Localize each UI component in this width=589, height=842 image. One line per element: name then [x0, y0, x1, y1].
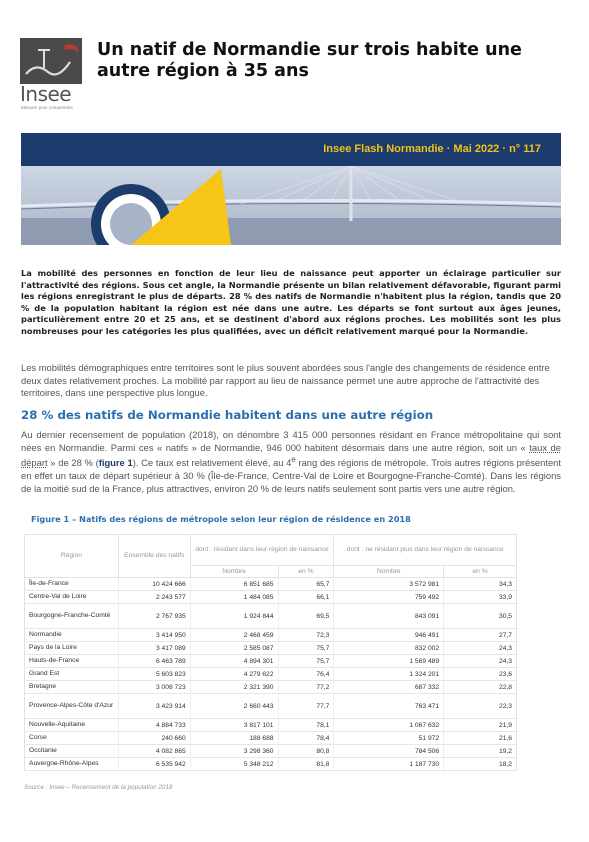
cell-n2: 1 569 489 [334, 655, 444, 668]
insee-wordmark: Insee [20, 82, 72, 106]
table-row [25, 578, 517, 591]
cell-p2: 21,9 [444, 719, 517, 732]
cell-total: 2 767 935 [118, 604, 190, 629]
header-group-departed: dont : ne résidant plus dans leur région de naissance [334, 535, 517, 566]
insee-tagline: Mesurer pour comprendre [21, 105, 74, 110]
header-nombre-2: Nombre [334, 566, 444, 578]
abstract: La mobilité des personnes en fonction de leur lieu de naissance peut apporter un éclairage particulier sur l'attractivité des régions. Sous cet angle, la Normandie présente un bilan relativement défavorable, figurant parmi les régions enregistrant le plus de départs. 28 % des natifs de Normandie n'habitent plus la région, tandis que 20 % de la population habitant la région est née dans une autre. Les départs se font surtout aux âges jeunes, particulièrement entre 20 et 25 ans, et se destinent d'abord aux régions proches. Les mobilités sont les plus nombreuses pour les catégories les plus qualifiées, avec un déficit relativement marqué pour la Normandie. [21, 268, 561, 336]
cell-n2: 687 332 [334, 681, 444, 694]
insee-logo [20, 38, 82, 110]
cell-n2: 1 324 201 [334, 668, 444, 681]
cell-p2: 18,2 [444, 758, 517, 771]
cell-region: Occitanie [25, 745, 119, 758]
cell-total: 240 660 [118, 732, 190, 745]
cell-n2: 832 002 [334, 642, 444, 655]
natives-table [24, 534, 517, 771]
cell-total: 2 243 577 [118, 591, 190, 604]
insee-logo-icon [20, 38, 82, 84]
cell-total: 3 417 089 [118, 642, 190, 655]
bridge-photo [21, 166, 561, 245]
cell-n1: 1 924 844 [190, 604, 278, 629]
cell-p1: 78,4 [278, 732, 334, 745]
banner-bar [21, 133, 561, 166]
cell-n1: 6 851 685 [190, 578, 278, 591]
cell-n1: 2 660 443 [190, 694, 278, 719]
table-row [25, 591, 517, 604]
cell-p2: 19,2 [444, 745, 517, 758]
cell-n2: 763 471 [334, 694, 444, 719]
table-row [25, 758, 517, 771]
cell-p1: 78,1 [278, 719, 334, 732]
table-row [25, 694, 517, 719]
cell-p2: 34,3 [444, 578, 517, 591]
cell-p1: 75,7 [278, 655, 334, 668]
cell-p2: 22,3 [444, 694, 517, 719]
cell-p2: 33,9 [444, 591, 517, 604]
table-row [25, 745, 517, 758]
header-nombre-1: Nombre [190, 566, 278, 578]
cell-region: Pays de la Loire [25, 642, 119, 655]
cell-n1: 2 321 390 [190, 681, 278, 694]
ordinal-suffix: e [291, 455, 296, 465]
table-row [25, 642, 517, 655]
cell-p2: 30,5 [444, 604, 517, 629]
publication-label: Insee Flash Normandie · Mai 2022 · n° 117 [323, 143, 541, 155]
cell-total: 6 535 942 [118, 758, 190, 771]
cell-p2: 22,8 [444, 681, 517, 694]
cell-p1: 69,5 [278, 604, 334, 629]
cell-region: Hauts-de-France [25, 655, 119, 668]
cell-n1: 1 484 085 [190, 591, 278, 604]
cell-n2: 843 091 [334, 604, 444, 629]
cell-n2: 759 492 [334, 591, 444, 604]
cell-p2: 27,7 [444, 629, 517, 642]
cell-total: 4 082 865 [118, 745, 190, 758]
body-text-3: ). Ce taux est relativement élevé, au 4 [132, 457, 292, 469]
cell-p1: 81,8 [278, 758, 334, 771]
cell-p2: 23,6 [444, 668, 517, 681]
cell-n2: 3 572 981 [334, 578, 444, 591]
cell-n1: 3 298 360 [190, 745, 278, 758]
cell-p1: 65,7 [278, 578, 334, 591]
cell-region: Bourgogne-Franche-Comté [25, 604, 119, 629]
cell-p2: 24,3 [444, 655, 517, 668]
intro-paragraph: Les mobilités démographiques entre territoires sont le plus souvent abordées sous l'angle des changements de résidence entre deux dates relativement proches. La mobilité par rapport au lieu de naissance permet une autre approche de l'attractivité des territoires, dans une perspective plus longue. [21, 362, 550, 399]
cell-total: 6 463 789 [118, 655, 190, 668]
cell-p1: 77,7 [278, 694, 334, 719]
source-note: Source : Insee – Recensement de la population 2018 [24, 784, 173, 791]
cell-p2: 24,3 [444, 642, 517, 655]
table-row [25, 732, 517, 745]
cell-n1: 4 894 301 [190, 655, 278, 668]
cell-p1: 80,8 [278, 745, 334, 758]
cell-n1: 4 279 622 [190, 668, 278, 681]
cell-region: Corse [25, 732, 119, 745]
figure-title: Figure 1 – Natifs des régions de métropole selon leur région de résidence en 2018 [31, 514, 411, 524]
body-text-2: » de 28 % ( [47, 457, 99, 469]
cell-p1: 76,4 [278, 668, 334, 681]
table-row [25, 629, 517, 642]
table-row [25, 681, 517, 694]
cell-n2: 51 972 [334, 732, 444, 745]
cell-n2: 784 506 [334, 745, 444, 758]
table-row [25, 719, 517, 732]
cell-region: Provence-Alpes-Côte d'Azur [25, 694, 119, 719]
cell-n1: 2 585 087 [190, 642, 278, 655]
header-pct-1: en % [278, 566, 334, 578]
figure-1-link[interactable]: figure 1 [98, 457, 133, 469]
cell-region: Bretagne [25, 681, 119, 694]
cell-total: 3 008 723 [118, 681, 190, 694]
cell-n1: 5 348 212 [190, 758, 278, 771]
table-row [25, 668, 517, 681]
cell-total: 3 423 914 [118, 694, 190, 719]
cell-p1: 77,2 [278, 681, 334, 694]
table-row [25, 604, 517, 629]
cell-n2: 946 491 [334, 629, 444, 642]
table-body [25, 578, 517, 771]
table-row [25, 655, 517, 668]
header-region: Région [25, 535, 119, 578]
cell-p2: 21,6 [444, 732, 517, 745]
cell-total: 3 414 950 [118, 629, 190, 642]
cell-p1: 75,7 [278, 642, 334, 655]
body-text-1: Au dernier recensement de population (2018), on dénombre 3 415 000 personnes résidant en France métropolitaine qui sont nées en Normandie. Parmi ces « natifs » de Normandie, 946 000 habitent désormais dans une autre région, soit un « [21, 429, 561, 453]
header-group-resident: dont : résidant dans leur région de naissance [190, 535, 334, 566]
cell-region: Nouvelle-Aquitaine [25, 719, 119, 732]
cell-region: Auvergne-Rhône-Alpes [25, 758, 119, 771]
taux-de-depart-link[interactable]: taux de départ [21, 441, 561, 469]
section-title: 28 % des natifs de Normandie habitent dans une autre région [21, 408, 434, 422]
cell-n2: 1 187 730 [334, 758, 444, 771]
cell-n2: 1 067 632 [334, 719, 444, 732]
cell-total: 10 424 666 [118, 578, 190, 591]
cell-total: 4 884 733 [118, 719, 190, 732]
header-total: Ensemble des natifs [118, 535, 190, 578]
cell-total: 5 603 823 [118, 668, 190, 681]
cell-region: Grand Est [25, 668, 119, 681]
cell-region: Centre-Val de Loire [25, 591, 119, 604]
body-paragraph [21, 429, 561, 495]
cell-p1: 72,3 [278, 629, 334, 642]
cell-n1: 188 688 [190, 732, 278, 745]
cell-n1: 3 817 101 [190, 719, 278, 732]
header-pct-2: en % [444, 566, 517, 578]
publication-banner [21, 133, 561, 245]
body-text-4: rang des régions de métropole. Trois autres régions présentent en effet un taux de départ supérieur à 30 % (Île-de-France, Centre-Val de Loire et Bourgogne-Franche-Comté). Dans les régions de la moitié sud de la France, plus attractives, environ 20 % de leurs natifs seulement sont partis vers une autre région. [21, 457, 561, 494]
page-title: Un natif de Normandie sur trois habite une autre région à 35 ans [97, 40, 522, 81]
cell-region: Normandie [25, 629, 119, 642]
cell-n1: 2 468 459 [190, 629, 278, 642]
cell-p1: 66,1 [278, 591, 334, 604]
cell-region: Île-de-France [25, 578, 119, 591]
